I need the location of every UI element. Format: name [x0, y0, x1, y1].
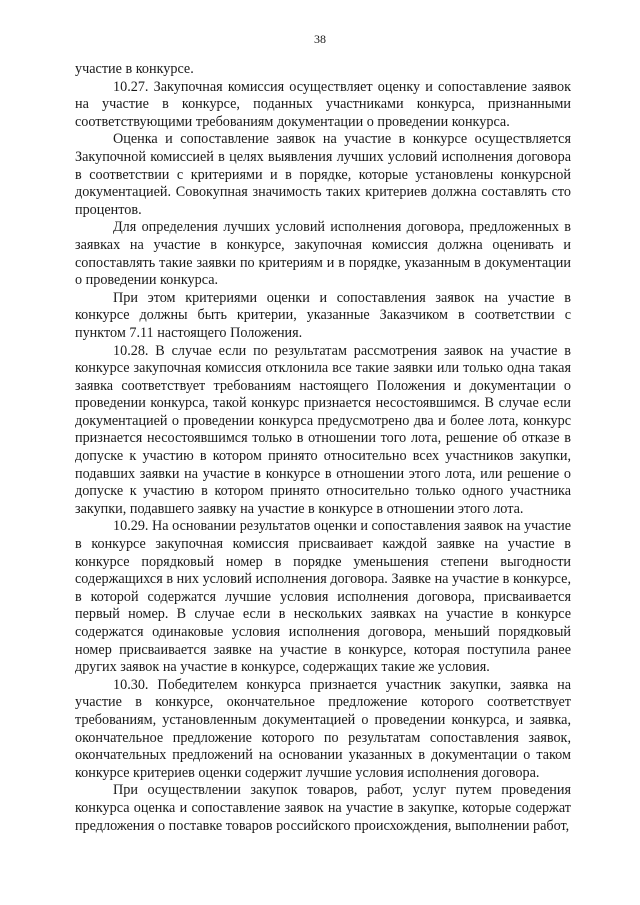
- paragraph-10-28: 10.28. В случае если по результатам рассмотрения заявок на участие в конкурсе закупочная комиссия отклонила все такие заявки или только одна такая заявка соответствует требованиям настоящего Положения и документации о проведении конкурса, такой конкурс признается несостоявшимся. В случае если документацией о проведении конкурса предусмотрено два и более лота, конкурс признается несостоявшимся только в отношении того лота, решение об отказе в допуске к участию в котором принято относительно всех участников закупки, подавших заявки на участие в конкурсе в отношении этого лота, или решение о допуске к участию в котором принято относительно только одного участника закупки, подавшего заявку на участие в конкурсе в отношении этого лота.: [75, 342, 571, 517]
- paragraph-criteria-reference: При этом критериями оценки и сопоставления заявок на участие в конкурсе должны быть критерии, указанные Заказчиком в соответствии с пунктом 7.11 настоящего Положения.: [75, 289, 571, 341]
- paragraph-russian-goods: При осуществлении закупок товаров, работ, услуг путем проведения конкурса оценка и сопоставление заявок на участие в закупке, которые содержат предложения о поставке товаров российского происхождения, выполнении работ,: [75, 782, 571, 834]
- paragraph-10-30: 10.30. Победителем конкурса признается участник закупки, заявка на участие в конкурсе, окончательное предложение которого соответствует требованиям, установленным документацией о проведении конкурса, и заявка, окончательное предложение которого по результатам сопоставления заявок, окончательных предложений на основании указанных в документации о таком конкурсе критериев оценки содержит лучшие условия исполнения договора.: [75, 676, 571, 781]
- paragraph-continuation: участие в конкурсе.: [75, 61, 194, 77]
- paragraph-best-conditions: Для определения лучших условий исполнения договора, предложенных в заявках на участие в конкурсе, закупочная комиссия должна оценивать и сопоставлять такие заявки по критериям и в порядке, указанным в документации о проведении конкурса.: [75, 219, 571, 289]
- paragraph-evaluation-criteria: Оценка и сопоставление заявок на участие в конкурсе осуществляется Закупочной комиссией в целях выявления лучших условий исполнения договора в соответствии с критериями и в порядке, которые установлены конкурсной документацией. Совокупная значимость таких критериев должна составлять сто процентов.: [75, 131, 571, 218]
- paragraph-10-27: 10.27. Закупочная комиссия осуществляет оценку и сопоставление заявок на участие в конкурсе, поданных участниками конкурса, признанными соответствующими требованиям документации о проведении конкурса.: [75, 78, 571, 130]
- document-body: [75, 61, 571, 835]
- paragraph-10-29: 10.29. На основании результатов оценки и сопоставления заявок на участие в конкурсе закупочная комиссия присваивает каждой заявке на участие в конкурсе порядковый номер в порядке уменьшения степени выгодности содержащихся в них условий исполнения договора. Заявке на участие в конкурсе, в которой содержатся лучшие условия исполнения договора, присваивается первый номер. В случае если в нескольких заявках на участие в конкурсе содержатся одинаковые условия исполнения договора, меньший порядковый номер присваивается заявке на участие в конкурсе, которая поступила ранее других заявок на участие в конкурсе, содержащих такие же условия.: [75, 518, 571, 676]
- page-number: 38: [314, 32, 326, 46]
